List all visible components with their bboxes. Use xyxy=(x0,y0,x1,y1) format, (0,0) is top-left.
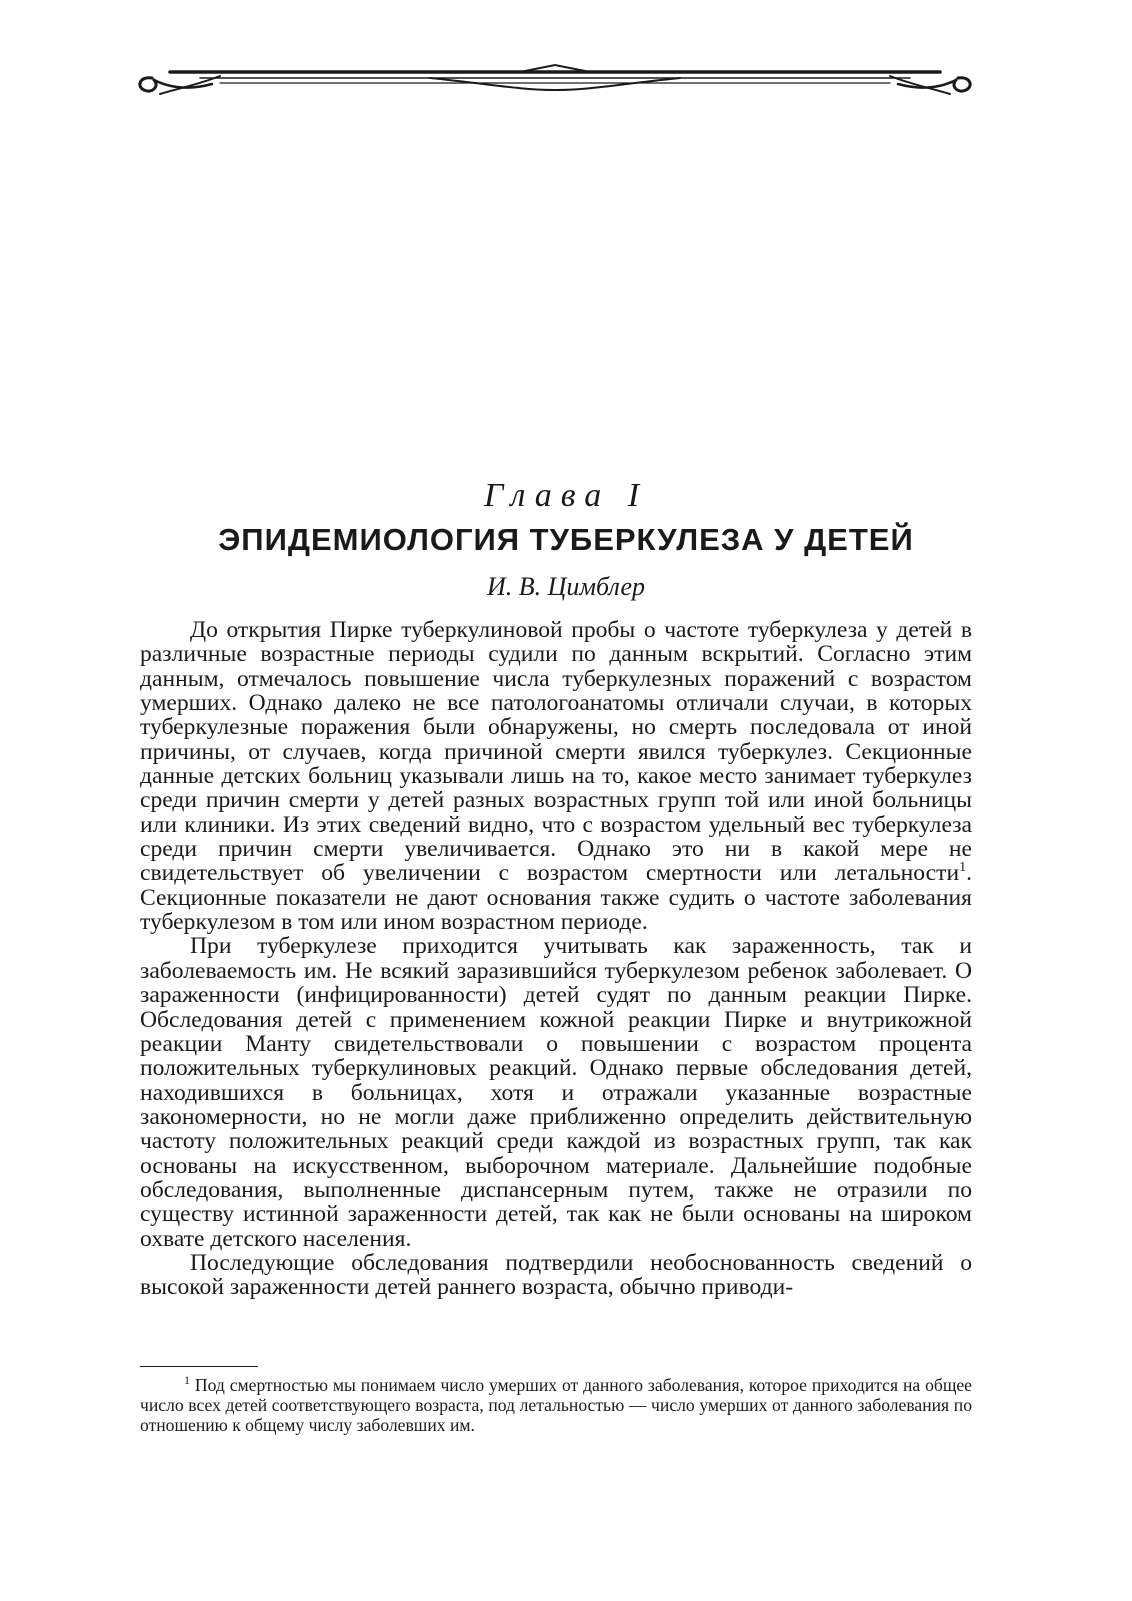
footnote xyxy=(140,1375,972,1436)
author-name: И. В. Цимблер xyxy=(487,572,645,601)
paragraph-2: При туберкулезе приходится учитывать как зараженность, так и заболеваемость им. Не всякий заразившийся туберкулезом ребенок заболевает. О зараженности (инфицированности) детей судят по данным реакции Пирке. Обследования детей с применением кожной реакции Пирке и внутрикожной реакции Манту свидетельствовали о повышении с возрастом процента положительных туберкулиновых реакций. Однако первые обследования детей, находившихся в больницах, хотя и отражали указанные возрастные закономерности, но не могли даже приближенно определить действительную частоту положительных реакций среди каждой из возрастных групп, так как основаны на искусственном, выборочном материале. Дальнейшие подобные обследования, выполненные диспансерным путем, также не отразили по существу истинной зараженности детей, так как не были основаны на широком охвате детского населения. xyxy=(140,933,972,1252)
paragraph-1-text-end: . Секционные показатели не дают основания также судить о частоте заболевания туберкулезом в том или ином возрастном периоде. xyxy=(140,860,972,936)
body-text xyxy=(140,618,972,1300)
chapter-label: Глава I xyxy=(483,477,649,514)
scroll-ornament-icon xyxy=(130,54,980,108)
paragraph-3: Последующие обследования подтвердили необоснованность сведений о высокой зараженности детей раннего возраста, обычно приводи- xyxy=(140,1249,972,1301)
footnote-divider xyxy=(140,1366,258,1367)
footnote-mark: 1 xyxy=(184,1373,190,1388)
paragraph-1 xyxy=(140,618,972,934)
chapter-title: ЭПИДЕМИОЛОГИЯ ТУБЕРКУЛЕЗА У ДЕТЕЙ xyxy=(218,522,914,557)
footnote-text: Под смертностью мы понимаем число умерших от данного заболевания, которое приходится на общее число всех детей соответствующего возраста, под летальностью — число умерших от данного заболевания по отношению к общему числу заболевших им. xyxy=(140,1375,972,1436)
footnote-reference: 1 xyxy=(959,860,967,876)
paragraph-1-text: До открытия Пирке туберкулиновой пробы о частоте туберкулеза у детей в различные возрастные периоды судили по данным вскрытий. Согласно этим данным, отмечалось повышение числа туберкулезных поражений с возрастом умерших. Однако далеко не все патологоанатомы отличали случаи, в которых туберкулезные поражения были обнаружены, но смерть последовала от иной причины, от случаев, когда причиной смерти явился туберкулез. Секционные данные детских больниц указывали лишь на то, какое место занимает туберкулез среди причин смерти у детей разных возрастных групп той или иной больницы или клиники. Из этих сведений видно, что с возрастом удельный вес туберкулеза среди причин смерти увеличивается. Однако это ни в какой мере не свидетельствует об увеличении с возрастом смертности или летальности xyxy=(140,617,972,887)
